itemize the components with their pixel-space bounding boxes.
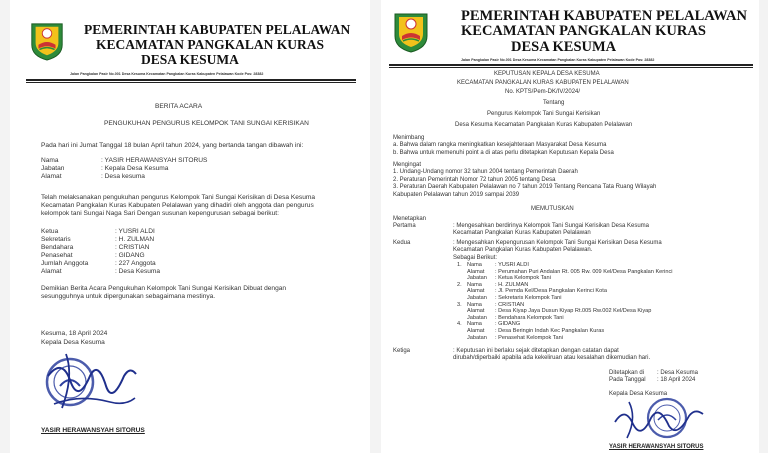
body-line: Kecamatan Pangkalan Kuras Kabupaten Pelalawan yang dihadiri oleh anggota dan pengurus — [41, 202, 314, 209]
member-address: Desa Kiyap Jaya Dusun Kiyap Rt.005 Rw.002 Kel/Desa Kiyap — [498, 308, 652, 315]
memutuskan-heading: MEMUTUSKAN — [531, 206, 574, 212]
ketiga-line: : Keputusan ini berlaku sejak ditetapkan dengan catatan dapat — [453, 348, 619, 354]
member-name: CRISTIAN — [498, 301, 525, 308]
kedua-line: : Mengesahkan Kepengurusan Kelompok Tani Sungai Kerisikan Desa Kesuma — [453, 240, 662, 246]
signer-position: Kepala Desa Kesuma — [41, 339, 105, 346]
header-address: Jalan Pangkalan Pasir No.001 Desa Kesuma Kecamatan Pangkalan Kuras Kabupaten Pelalawan Kode Pos: 28382 — [70, 72, 264, 76]
keputusan-document — [381, 0, 759, 453]
pelalawan-crest-logo — [391, 10, 431, 54]
ketiga-line: dirubah/diperbaiki apabila ada kekeliruan atau kesalahan dikemudian hari. — [453, 355, 651, 362]
member-nama-row: 3. Nama : CRISTIAN — [457, 301, 525, 308]
member-nama-row: 1. Nama : YUSRI ALDI — [457, 262, 529, 268]
kedua-label: Kedua — [393, 240, 411, 246]
menimbang-item: a. Bahwa dalam rangka meningkatkan kesejahteraan Masyarakat Desa Kesuma — [393, 142, 607, 149]
header-rule — [26, 79, 356, 81]
pertama-label: Pertama — [393, 223, 416, 229]
member-nama-row: 4. Nama : GIDANG — [457, 321, 521, 328]
field-label: Jabatan — [467, 294, 487, 301]
signer-row — [41, 165, 207, 173]
decree-title: KEPUTUSAN KEPALA DESA KESUMA — [494, 71, 600, 77]
header-line-2: KECAMATAN PANGKALAN KURAS — [96, 37, 324, 52]
kedua-line: Kecamatan Pangkalan Kuras Kabupaten Pelalawan. — [453, 247, 593, 254]
kedua-line: Sebagai Berikut: — [453, 254, 498, 261]
member-number: 4. — [457, 321, 462, 328]
tentang-label: Tentang — [543, 100, 565, 106]
officer-row — [41, 260, 160, 268]
member-nama-row: 2. Nama : H. ZULMAN — [457, 281, 529, 288]
berita-acara-document — [10, 0, 370, 453]
field-value: : YASIR HERAWANSYAH SITORUS — [101, 157, 208, 164]
mengingat-item: 2. Peraturan Pemerintah Nomor 72 tahun 2005 tentang Desa — [393, 176, 556, 183]
ditetapkan-label: Ditetapkan di — [609, 370, 645, 376]
closing-paragraph — [41, 285, 286, 301]
pelalawan-crest-logo — [28, 20, 66, 62]
member-jabatan-row: Jabatan : Sekretaris Kelompok Tani — [467, 294, 562, 301]
signer-name: YASIR HERAWANSYAH SITORUS — [41, 427, 145, 434]
signer-details — [41, 157, 207, 181]
field-label: Jabatan — [41, 165, 65, 172]
signer-position: Kepala Desa Kesuma — [609, 391, 668, 397]
officer-label: Penasehat — [41, 252, 73, 259]
decree-subtitle: KECAMATAN PANGKALAN KURAS KABUPATEN PELALAWAN — [457, 80, 629, 86]
menimbang-item: b. Bahwa untuk memenuhi point a di atas perlu ditetapkan Keputusan Kepala Desa — [393, 149, 614, 156]
officer-value: : GIDANG — [115, 252, 145, 259]
member-number: 1. — [457, 262, 462, 268]
enactment-block — [609, 370, 698, 385]
officer-label: Jumlah Anggota — [41, 260, 89, 267]
mengingat-item: 1. Undang-Undang nomor 32 tahun 2004 tentang Pemerintah Daerah — [393, 169, 578, 176]
member-alamat-row: Alamat : Jl. Pemda Kel/Desa Pangkalan Kerinci Kota — [467, 288, 607, 295]
field-label: Nama — [467, 281, 482, 288]
field-label: Alamat — [41, 173, 62, 180]
ditetapkan-value: : Desa Kesuma — [657, 370, 699, 376]
signer-row — [41, 173, 207, 181]
officer-row — [41, 252, 160, 260]
officer-row — [41, 236, 160, 244]
ketiga-text — [453, 348, 650, 363]
about-line-1: Pengurus Kelompok Tani Sungai Kerisikan — [487, 111, 601, 117]
officer-list — [41, 228, 160, 276]
field-value: : Kepala Desa Kesuma — [101, 165, 169, 172]
member-role: Sekretaris Kelompok Tani — [498, 294, 562, 301]
field-label: Alamat — [467, 308, 485, 315]
tanggal-label: Pada Tanggal — [609, 377, 646, 384]
field-label: Jabatan — [467, 314, 487, 321]
mengingat-section — [393, 162, 656, 199]
member-alamat-row: Alamat : Desa Kiyap Jaya Dusun Kiyap Rt.005 Rw.002 Kel/Desa Kiyap — [467, 308, 652, 315]
field-label: Jabatan — [467, 275, 487, 282]
place-date: Kesuma, 18 April 2024 — [41, 330, 108, 337]
pertama-line: Kecamatan Pangkalan Kuras Kabupaten Pelalawan — [453, 230, 591, 237]
member-address: Desa Beringin Indah Kec Pangkalan Kuras — [498, 327, 605, 334]
field-label: Nama — [41, 157, 59, 164]
officer-value: : H. ZULMAN — [115, 236, 155, 243]
signer-name: YASIR HERAWANSYAH SITORUS — [609, 444, 704, 450]
header-rule-thin — [26, 82, 356, 83]
member-jabatan-row: Jabatan : Bendahara Kelompok Tani — [467, 314, 564, 321]
member-alamat-row: Alamat : Desa Beringin Indah Kec Pangkalan Kuras — [467, 327, 605, 334]
field-label: Alamat — [467, 268, 485, 275]
officer-row — [41, 244, 160, 252]
body-line: Telah melaksanakan pengukuhan pengurus Kelompok Tani Sungai Kerisikan di Desa Kesuma — [41, 194, 316, 201]
mengingat-item: 3. Peraturan Daerah Kabupaten Pelalawan no 7 tahun 2019 Tentang Rencana Tata Ruang Wilayah — [393, 184, 657, 191]
member-name: YUSRI ALDI — [498, 262, 529, 268]
field-value: : Desa kesuma — [101, 173, 145, 180]
field-label: Nama — [467, 301, 482, 308]
signer-row — [41, 157, 207, 165]
intro-text: Pada hari ini Jumat Tanggal 18 bulan April tahun 2024, yang bertanda tangan dibawah ini: — [41, 142, 304, 149]
menimbang-section — [393, 135, 614, 157]
field-label: Alamat — [467, 288, 485, 295]
about-line-2: Desa Kesuma Kecamatan Pangkalan Kuras Kabupaten Pelalawan — [455, 122, 633, 128]
header-line-3: DESA KESUMA — [141, 52, 239, 67]
member-role: Bendahara Kelompok Tani — [498, 314, 564, 321]
tanggal-value: : 18 April 2024 — [657, 377, 696, 384]
official-stamp-signature — [611, 396, 706, 444]
section-label: Menimbang — [393, 135, 425, 141]
officer-value: : 227 Anggota — [115, 260, 156, 267]
member-name: H. ZULMAN — [498, 281, 529, 288]
document-subtitle: PENGUKUHAN PENGURUS KELOMPOK TANI SUNGAI KERISIKAN — [104, 120, 309, 127]
kedua-text — [453, 240, 662, 262]
header-line-1: PEMERINTAH KABUPATEN PELALAWAN — [84, 22, 351, 37]
tanggal-row — [609, 377, 698, 384]
officer-row — [41, 228, 160, 236]
header-address: Jalan Pangkalan Pasir No.001 Desa Kesuma Kecamatan Pangkalan Kuras Kabupaten Pelalawan Kode Pos: 28382 — [461, 58, 655, 62]
member-role: Penasehat Kelompok Tani — [498, 334, 563, 341]
member-number: 3. — [457, 301, 462, 308]
ditetapkan-row — [609, 370, 698, 377]
section-label: Mengingat — [393, 162, 422, 168]
officer-value: : CRISTIAN — [115, 244, 150, 251]
document-title: BERITA ACARA — [155, 103, 203, 110]
menetapkan-label: Menetapkan — [393, 216, 427, 222]
member-jabatan-row: Jabatan : Ketua Kelompok Tani — [467, 275, 551, 282]
field-label: Nama — [467, 321, 482, 328]
member-number: 2. — [457, 281, 462, 288]
member-role: Ketua Kelompok Tani — [498, 275, 551, 282]
official-stamp-signature — [40, 346, 140, 424]
officer-label: Alamat — [41, 268, 62, 275]
officer-label: Bendahara — [41, 244, 74, 251]
closing-line: sesungguhnya untuk dipergunakan sebagaimana mestinya. — [41, 293, 216, 300]
pertama-text — [453, 223, 649, 238]
body-line: kelompok tani Sungai Naga Sari Dengan susunan kepengurusan sebagai berikut: — [41, 210, 279, 217]
member-address: Jl. Pemda Kel/Desa Pangkalan Kerinci Kota — [498, 288, 607, 295]
member-jabatan-row: Jabatan : Penasehat Kelompok Tani — [467, 334, 563, 341]
officer-value: : YUSRI ALDI — [115, 228, 155, 235]
field-label: Nama — [467, 262, 482, 268]
member-address: Perumahan Puri Andalan Rt. 005 Rw. 009 Kel/Desa Pangkalan Kerinci — [498, 268, 673, 275]
closing-line: Demikian Berita Acara Pengukuhan Kelompok Tani Sungai Kerisikan Dibuat dengan — [41, 285, 287, 292]
field-label: Alamat — [467, 327, 485, 334]
header-line-2: KECAMATAN PANGKALAN KURAS — [461, 23, 706, 39]
decree-number: No. KPTS/Pem-DK/IV/2024/ — [505, 89, 581, 95]
body-paragraph — [41, 194, 315, 218]
member-alamat-row: Alamat : Perumahan Puri Andalan Rt. 005 Rw. 009 Kel/Desa Pangkalan Kerinci — [467, 268, 673, 275]
member-name: GIDANG — [498, 321, 521, 328]
header-line-3: DESA KESUMA — [511, 39, 617, 55]
mengingat-item: Kabupaten Pelalawan tahun 2019 sampai 2039 — [393, 191, 520, 198]
field-label: Jabatan — [467, 334, 487, 341]
officer-label: Sekretaris — [41, 236, 71, 243]
header-rule-thin — [389, 67, 753, 68]
ketiga-label: Ketiga — [393, 348, 411, 354]
header-line-1: PEMERINTAH KABUPATEN PELALAWAN — [461, 8, 747, 24]
pertama-line: : Mengesahkan berdirinya Kelompok Tani Sungai Kerisikan Desa Kesuma — [453, 223, 649, 229]
officer-value: : Desa Kesuma — [115, 268, 161, 275]
officer-label: Ketua — [41, 228, 59, 235]
officer-row — [41, 268, 160, 276]
member-list — [457, 262, 673, 341]
header-rule — [389, 64, 753, 66]
